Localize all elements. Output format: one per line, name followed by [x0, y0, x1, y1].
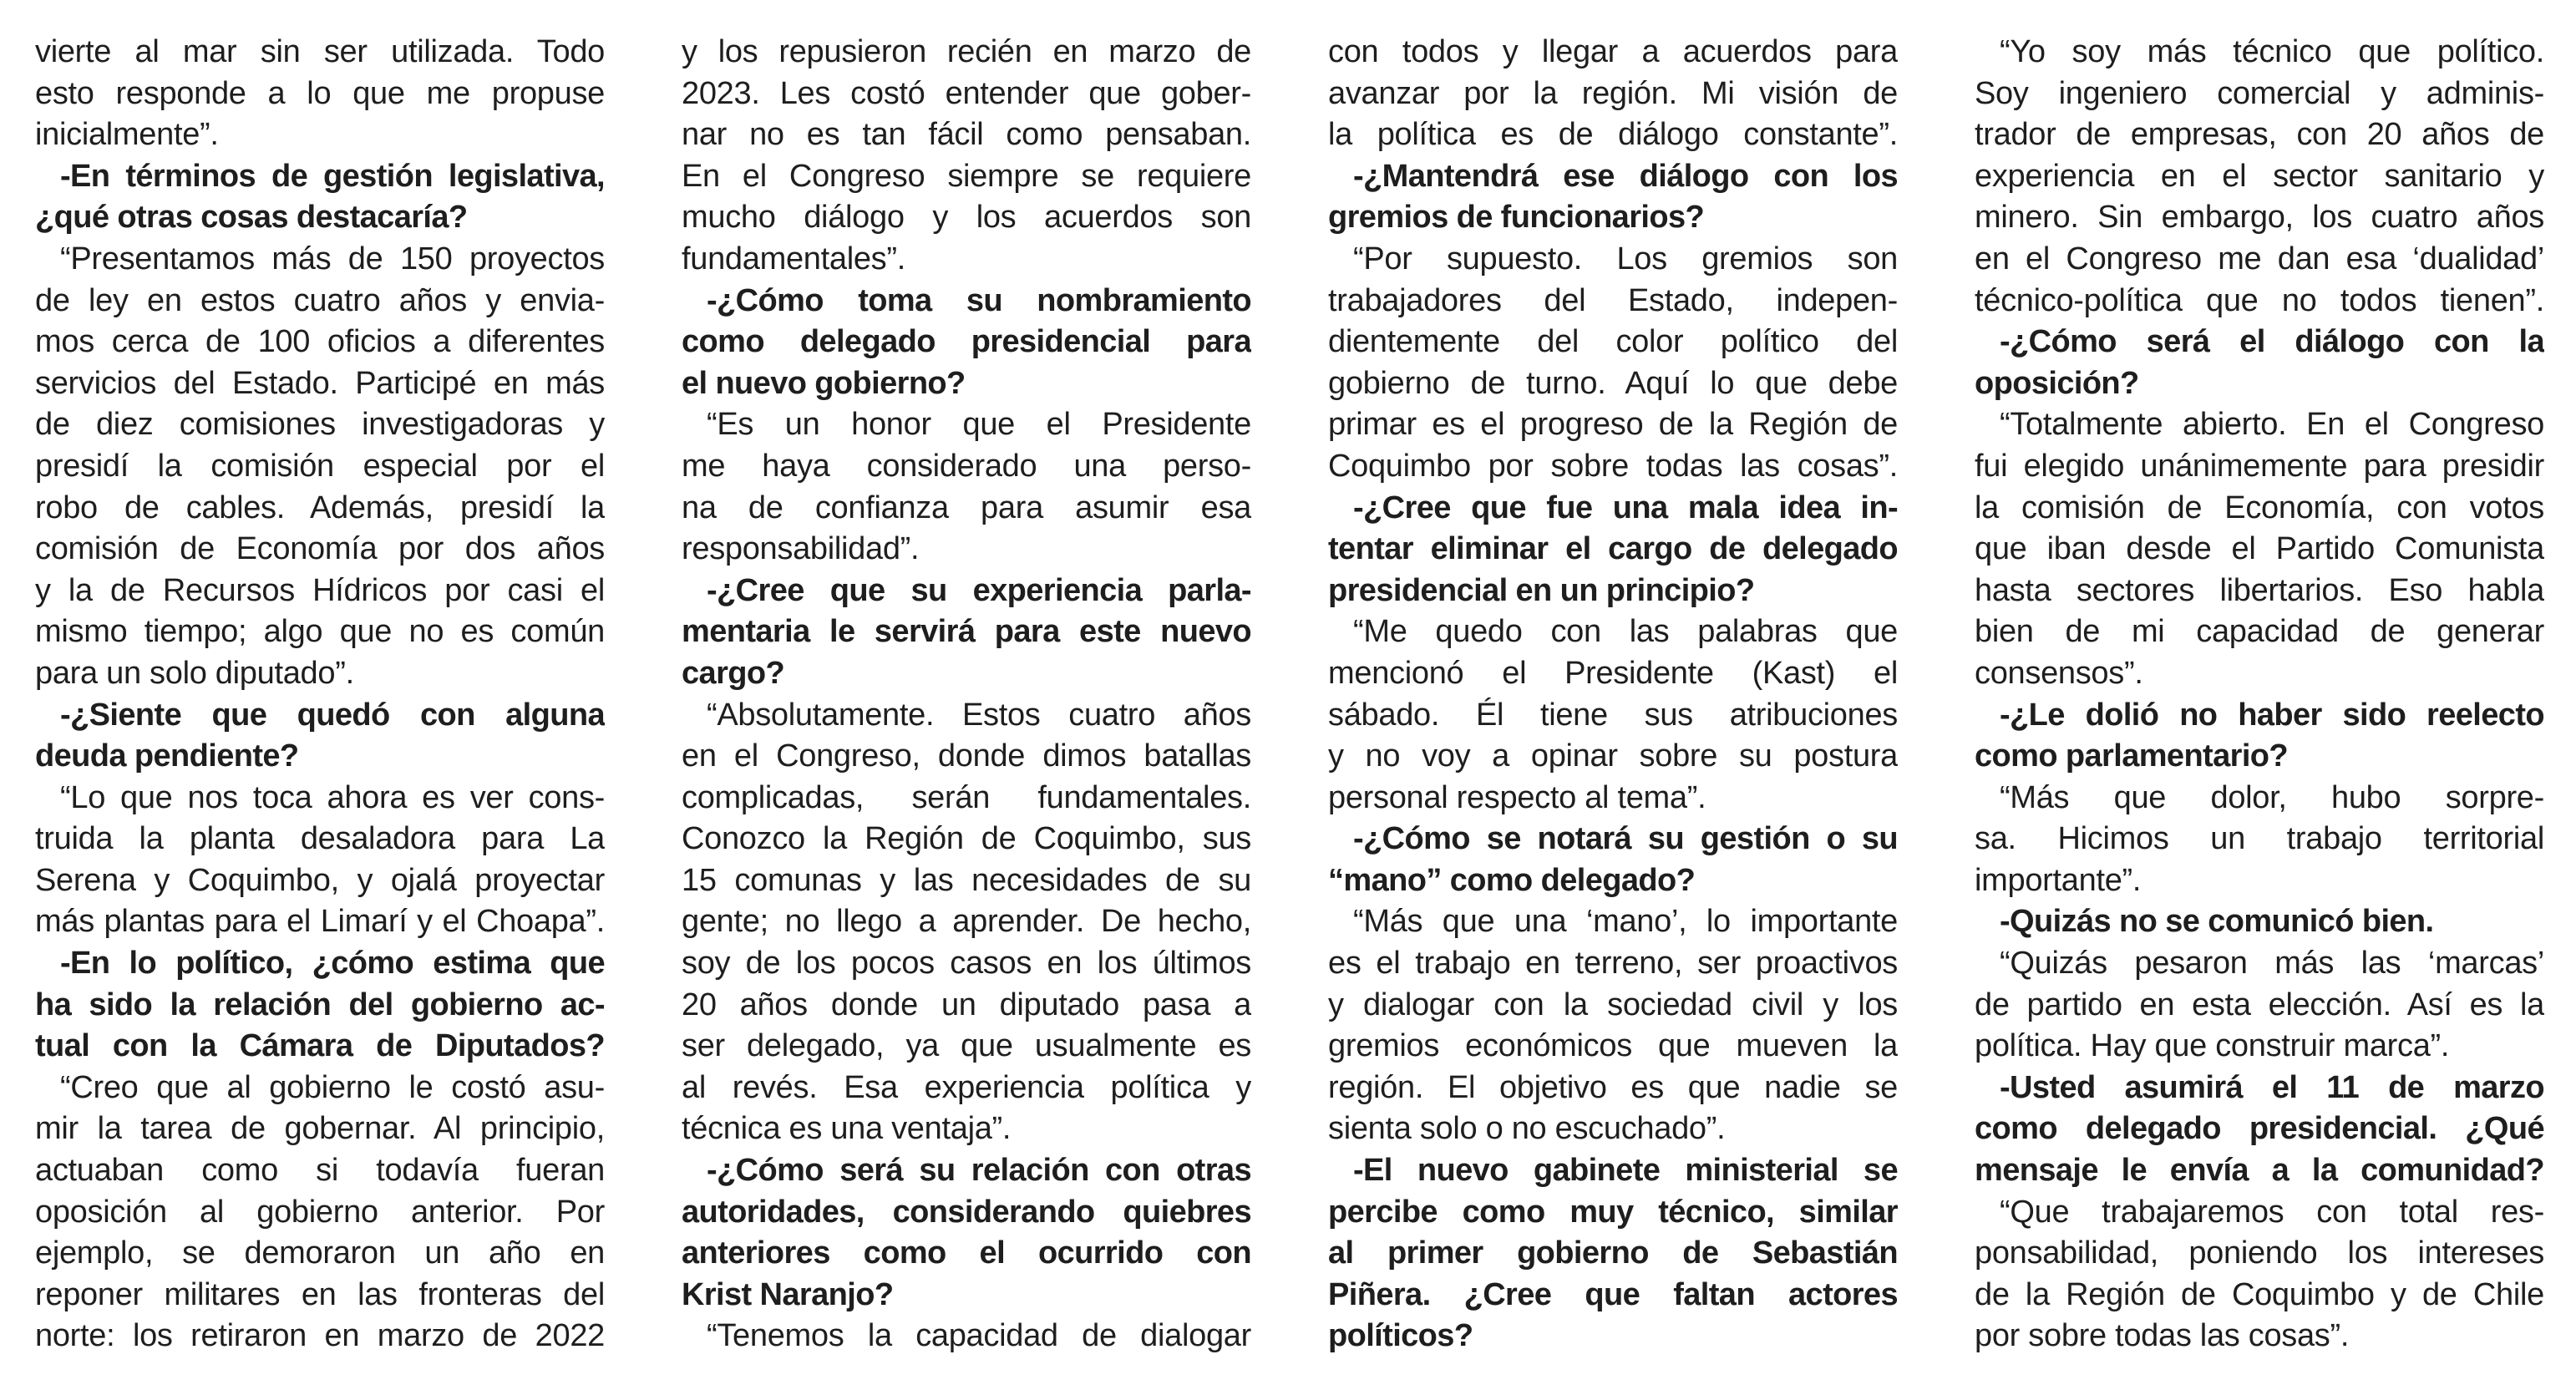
interview-question-line: deuda pendiente?: [35, 738, 299, 774]
answer-text-line: “Totalmente abierto. En el Congreso: [2000, 407, 2544, 443]
answer-text-line: fundamentales”.: [682, 241, 905, 276]
answer-text-line: para un solo diputado”.: [35, 655, 354, 691]
answer-text-line: personal respecto al tema”.: [1328, 779, 1706, 815]
answer-text-line: 15 comunas y las necesidades de su: [682, 862, 1251, 898]
interview-question-line: gremios de funcionarios?: [1328, 200, 1705, 236]
answer-text-line: “Más que una ‘mano’, lo importante: [1353, 904, 1898, 940]
answer-text-line: Coquimbo por sobre todas las cosas”.: [1328, 448, 1898, 484]
interview-question-line: -En lo político, ¿cómo estima que: [60, 946, 605, 982]
answer-text-line: mos cerca de 100 oficios a diferentes: [35, 324, 605, 360]
answer-text-line: mencionó el Presidente (Kast) el: [1328, 655, 1898, 691]
article-page: [35, 32, 2544, 1368]
interview-question-line: cargo?: [682, 655, 785, 691]
interview-question-line: -El nuevo gabinete ministerial se: [1353, 1153, 1898, 1189]
interview-question-line: autoridades, considerando quiebres: [682, 1194, 1251, 1230]
answer-text-line: responsabilidad”.: [682, 531, 920, 567]
answer-text-line: oposición al gobierno anterior. Por: [35, 1194, 605, 1230]
answer-text-line: esto responde a lo que me propuse: [35, 75, 605, 111]
answer-text-line: minero. Sin embargo, los cuatro años: [1975, 200, 2544, 236]
answer-text-line: trabajadores del Estado, indepen-: [1328, 282, 1898, 318]
answer-text-line: ejemplo, se demoraron un año en: [35, 1235, 605, 1271]
interview-question-line: como delegado presidencial. ¿Qué: [1975, 1111, 2544, 1147]
interview-question-line: -Usted asumirá el 11 de marzo: [2000, 1069, 2544, 1105]
answer-text-line: técnico-política que no todos tienen”.: [1975, 282, 2544, 318]
answer-text-line: de la Región de Coquimbo y de Chile: [1975, 1276, 2544, 1312]
answer-text-line: región. El objetivo es que nadie se: [1328, 1069, 1898, 1105]
answer-text-line: más plantas para el Limarí y el Choapa”.: [35, 904, 605, 940]
answer-text-line: gente; no llego a aprender. De hecho,: [682, 904, 1251, 940]
interview-question-line: mensaje le envía a la comunidad?: [1975, 1153, 2544, 1189]
interview-question-line: ha sido la relación del gobierno ac-: [35, 987, 605, 1022]
answer-text-line: mucho diálogo y los acuerdos son: [682, 200, 1251, 236]
answer-text-line: trador de empresas, con 20 años de: [1975, 117, 2544, 153]
answer-text-line: “Más que dolor, hubo sorpre-: [2000, 779, 2544, 815]
interview-question-line: el nuevo gobierno?: [682, 365, 966, 401]
answer-text-line: con todos y llegar a acuerdos para: [1328, 34, 1898, 69]
answer-text-line: norte: los retiraron en marzo de 2022: [35, 1318, 605, 1354]
answer-text-line: servicios del Estado. Participé en más: [35, 365, 605, 401]
answer-text-line: “Me quedo con las palabras que: [1353, 614, 1898, 650]
answer-text-line: “Quizás pesaron más las ‘marcas’: [2000, 946, 2544, 982]
article-column-2: [682, 32, 1251, 1368]
interview-question-line: -¿Cómo toma su nombramiento: [707, 282, 1251, 318]
answer-text-line: mir la tarea de gobernar. Al principio,: [35, 1111, 605, 1147]
answer-text-line: vierte al mar sin ser utilizada. Todo: [35, 34, 605, 69]
answer-text-line: técnica es una ventaja”.: [682, 1111, 1012, 1147]
interview-question-line: -Quizás no se comunicó bien.: [2000, 904, 2434, 940]
interview-question-line: tual con la Cámara de Diputados?: [35, 1028, 605, 1064]
answer-text-line: sa. Hicimos un trabajo territorial: [1975, 821, 2544, 857]
interview-question-line: anteriores como el ocurrido con: [682, 1235, 1251, 1271]
answer-text-line: truida la planta desaladora para La: [35, 821, 605, 857]
answer-text-line: inicialmente”.: [35, 117, 219, 153]
answer-text-line: ser delegado, ya que usualmente es: [682, 1028, 1251, 1064]
answer-text-line: sienta solo o no escuchado”.: [1328, 1111, 1726, 1147]
answer-text-line: “Es un honor que el Presidente: [707, 407, 1251, 443]
answer-text-line: que iban desde el Partido Comunista: [1975, 531, 2544, 567]
answer-text-line: complicadas, serán fundamentales.: [682, 779, 1251, 815]
interview-question-line: presidencial en un principio?: [1328, 572, 1755, 608]
answer-text-line: robo de cables. Además, presidí la: [35, 490, 605, 525]
interview-question-line: ¿qué otras cosas destacaría?: [35, 200, 468, 236]
article-column-3: [1328, 32, 1898, 1368]
answer-text-line: de partido en esta elección. Así es la: [1975, 987, 2544, 1022]
answer-text-line: 2023. Les costó entender que gober-: [682, 75, 1251, 111]
answer-text-line: gobierno de turno. Aquí lo que debe: [1328, 365, 1898, 401]
answer-text-line: mismo tiempo; algo que no es común: [35, 614, 605, 650]
answer-text-line: consensos”.: [1975, 655, 2143, 691]
interview-question-line: -¿Cómo se notará su gestión o su: [1353, 821, 1898, 857]
interview-question-line: -¿Cree que su experiencia parla-: [707, 572, 1251, 608]
answer-text-line: “Absolutamente. Estos cuatro años: [707, 697, 1251, 733]
answer-text-line: hasta sectores libertarios. Eso habla: [1975, 572, 2544, 608]
answer-text-line: dientemente del color político del: [1328, 324, 1898, 360]
answer-text-line: nar no es tan fácil como pensaban.: [682, 117, 1251, 153]
answer-text-line: soy de los pocos casos en los últimos: [682, 946, 1251, 982]
interview-question-line: oposición?: [1975, 365, 2139, 401]
article-column-4: [1975, 32, 2544, 1368]
answer-text-line: Soy ingeniero comercial y adminis-: [1975, 75, 2544, 111]
interview-question-line: Piñera. ¿Cree que faltan actores: [1328, 1276, 1898, 1312]
interview-question-line: -¿Le dolió no haber sido reelecto: [2000, 697, 2544, 733]
answer-text-line: y dialogar con la sociedad civil y los: [1328, 987, 1898, 1022]
answer-text-line: comisión de Economía por dos años: [35, 531, 605, 567]
interview-question-line: políticos?: [1328, 1318, 1473, 1354]
answer-text-line: en el Congreso me dan esa ‘dualidad’: [1975, 241, 2544, 276]
answer-text-line: bien de mi capacidad de generar: [1975, 614, 2544, 650]
answer-text-line: primar es el progreso de la Región de: [1328, 407, 1898, 443]
answer-text-line: “Lo que nos toca ahora es ver cons-: [60, 779, 605, 815]
answer-text-line: Serena y Coquimbo, y ojalá proyectar: [35, 862, 605, 898]
answer-text-line: y la de Recursos Hídricos por casi el: [35, 572, 605, 608]
article-column-1: [35, 32, 605, 1368]
answer-text-line: “Que trabajaremos con total res-: [2000, 1194, 2544, 1230]
interview-question-line: -En términos de gestión legislativa,: [60, 158, 605, 194]
answer-text-line: “Creo que al gobierno le costó asu-: [60, 1069, 605, 1105]
answer-text-line: y los repusieron recién en marzo de: [682, 34, 1251, 69]
answer-text-line: “Tenemos la capacidad de dialogar: [707, 1318, 1251, 1354]
interview-question-line: al primer gobierno de Sebastián: [1328, 1235, 1898, 1271]
answer-text-line: en el Congreso, donde dimos batallas: [682, 738, 1251, 774]
interview-question-line: -¿Cree que fue una mala idea in-: [1353, 490, 1898, 525]
interview-question-line: “mano” como delegado?: [1328, 862, 1696, 898]
interview-question-line: tentar eliminar el cargo de delegado: [1328, 531, 1898, 567]
interview-question-line: como delegado presidencial para: [682, 324, 1251, 360]
answer-text-line: 20 años donde un diputado pasa a: [682, 987, 1251, 1022]
answer-text-line: reponer militares en las fronteras del: [35, 1276, 605, 1312]
answer-text-line: la política es de diálogo constante”.: [1328, 117, 1898, 153]
interview-question-line: percibe como muy técnico, similar: [1328, 1194, 1898, 1230]
answer-text-line: de ley en estos cuatro años y envia-: [35, 282, 605, 318]
answer-text-line: “Por supuesto. Los gremios son: [1353, 241, 1898, 276]
answer-text-line: presidí la comisión especial por el: [35, 448, 605, 484]
answer-text-line: al revés. Esa experiencia política y: [682, 1069, 1251, 1105]
answer-text-line: política. Hay que construir marca”.: [1975, 1028, 2450, 1064]
answer-text-line: “Yo soy más técnico que político.: [2000, 34, 2544, 69]
answer-text-line: na de confianza para asumir esa: [682, 490, 1251, 525]
answer-text-line: En el Congreso siempre se requiere: [682, 158, 1251, 194]
answer-text-line: Conozco la Región de Coquimbo, sus: [682, 821, 1251, 857]
interview-question-line: -¿Siente que quedó con alguna: [60, 697, 605, 733]
interview-question-line: -¿Mantendrá ese diálogo con los: [1353, 158, 1898, 194]
answer-text-line: fui elegido unánimemente para presidir: [1975, 448, 2544, 484]
answer-text-line: la comisión de Economía, con votos: [1975, 490, 2544, 525]
answer-text-line: ponsabilidad, poniendo los intereses: [1975, 1235, 2544, 1271]
answer-text-line: “Presentamos más de 150 proyectos: [60, 241, 605, 276]
answer-text-line: de diez comisiones investigadoras y: [35, 407, 605, 443]
interview-question-line: Krist Naranjo?: [682, 1276, 894, 1312]
answer-text-line: experiencia en el sector sanitario y: [1975, 158, 2544, 194]
interview-question-line: mentaria le servirá para este nuevo: [682, 614, 1251, 650]
answer-text-line: por sobre todas las cosas”.: [1975, 1318, 2350, 1354]
answer-text-line: sábado. Él tiene sus atribuciones: [1328, 697, 1898, 733]
interview-question-line: -¿Cómo será su relación con otras: [707, 1153, 1251, 1189]
answer-text-line: me haya considerado una perso-: [682, 448, 1251, 484]
answer-text-line: es el trabajo en terreno, ser proactivos: [1328, 946, 1898, 982]
interview-question-line: como parlamentario?: [1975, 738, 2289, 774]
answer-text-line: actuaban como si todavía fueran: [35, 1153, 605, 1189]
answer-text-line: y no voy a opinar sobre su postura: [1328, 738, 1898, 774]
interview-question-line: -¿Cómo será el diálogo con la: [2000, 324, 2544, 360]
answer-text-line: avanzar por la región. Mi visión de: [1328, 75, 1898, 111]
answer-text-line: gremios económicos que mueven la: [1328, 1028, 1898, 1064]
answer-text-line: importante”.: [1975, 862, 2142, 898]
